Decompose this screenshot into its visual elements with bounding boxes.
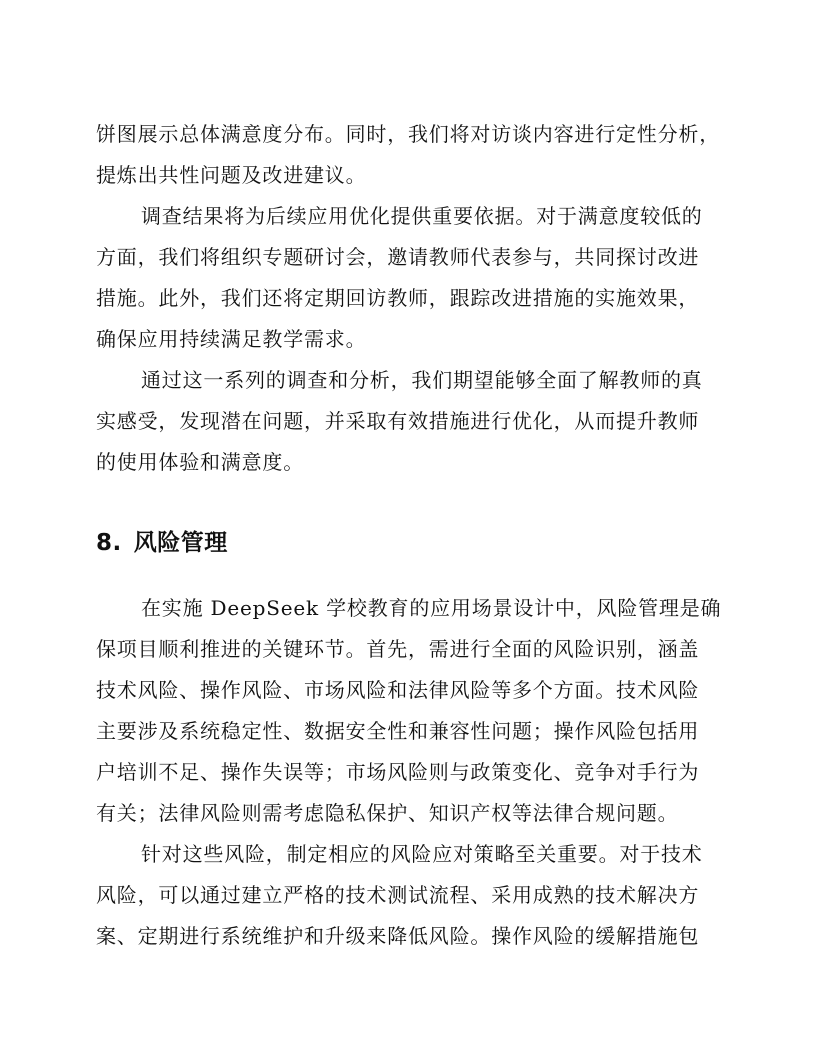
section-number: 8. (96, 530, 122, 556)
paragraph-line: 的使用体验和满意度。 (96, 450, 304, 474)
paragraph-line: 案、定期进行系统维护和升级来降低风险。操作风险的缓解措施包 (96, 924, 700, 948)
paragraph-line: 措施。此外，我们还将定期回访教师，跟踪改进措施的实施效果， (96, 286, 700, 310)
paragraph-survey-results (96, 196, 724, 360)
paragraph-risk-identification (96, 588, 724, 834)
paragraph-line: 确保应用持续满足教学需求。 (96, 327, 367, 351)
paragraph-survey-goal (96, 360, 724, 483)
paragraph-line: 在实施 DeepSeek 学校教育的应用场景设计中，风险管理是确 (141, 596, 722, 620)
paragraph-line: 有关；法律风险则需考虑隐私保护、知识产权等法律合规问题。 (96, 801, 679, 825)
paragraph-line: 调查结果将为后续应用优化提供重要依据。对于满意度较低的 (141, 204, 703, 228)
paragraph-line: 技术风险、操作风险、市场风险和法律风险等多个方面。技术风险 (96, 678, 700, 702)
paragraph-line: 风险，可以通过建立严格的技术测试流程、采用成熟的技术解决方 (96, 883, 700, 907)
paragraph-line: 针对这些风险，制定相应的风险应对策略至关重要。对于技术 (141, 842, 703, 866)
paragraph-line: 主要涉及系统稳定性、数据安全性和兼容性问题；操作风险包括用 (96, 719, 700, 743)
paragraph-line: 保项目顺利推进的关键环节。首先，需进行全面的风险识别，涵盖 (96, 637, 700, 661)
section-heading-risk-management (96, 526, 228, 560)
paragraph-line: 方面，我们将组织专题研讨会，邀请教师代表参与，共同探讨改进 (96, 245, 700, 269)
paragraph-line: 户培训不足、操作失误等；市场风险则与政策变化、竞争对手行为 (96, 760, 700, 784)
section-title: 风险管理 (133, 530, 228, 556)
paragraph-satisfaction-analysis (96, 114, 724, 196)
paragraph-line: 通过这一系列的调查和分析，我们期望能够全面了解教师的真 (141, 368, 703, 392)
paragraph-line: 提炼出共性问题及改进建议。 (96, 163, 367, 187)
paragraph-line: 实感受，发现潜在问题，并采取有效措施进行优化，从而提升教师 (96, 409, 700, 433)
paragraph-line: 饼图展示总体满意度分布。同时，我们将对访谈内容进行定性分析， (96, 122, 720, 146)
paragraph-risk-response (96, 834, 724, 957)
